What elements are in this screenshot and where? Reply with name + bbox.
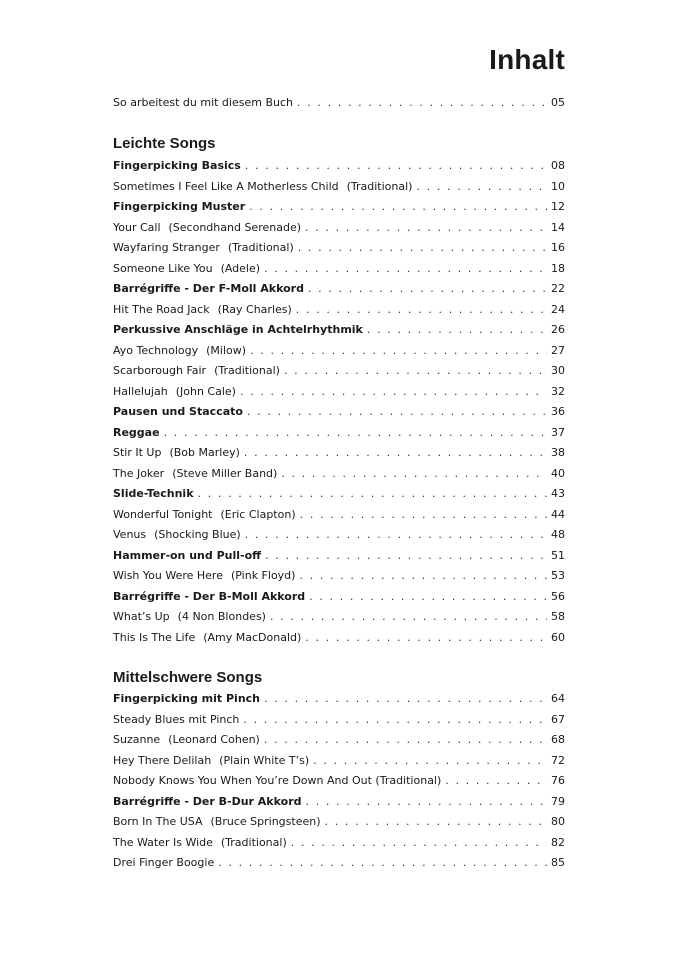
toc-entry-title [113,853,214,873]
toc-entry-artist: (Bruce Springsteen) [210,815,321,828]
toc-entry-page-number: 56 [551,589,565,603]
section-heading: Leichte Songs [113,135,216,152]
dot-leader [306,792,548,812]
toc-entry-title [113,443,240,463]
toc-entry-page-number: 72 [551,753,565,767]
toc-entry-title-text: Barrégriffe - Der F-Moll Akkord [113,282,304,295]
toc-entry-title-text: Nobody Knows You When You’re Down And Out (Traditional) [113,774,442,787]
toc-entry-title [113,259,260,279]
toc-entry [113,792,565,812]
toc-entry-title-text: Hammer-on und Pull-off [113,548,262,562]
toc-entry-page-number: 24 [551,302,565,316]
toc-entry-artist: (Traditional) [346,179,413,193]
toc-entry-artist: (Traditional) [220,835,287,849]
dot-leader [264,259,547,279]
toc-entry-page-number: 18 [551,261,565,275]
toc-entry-page-number: 32 [551,384,565,398]
dot-leader [313,751,547,771]
dot-leader [284,361,547,381]
toc-entry [113,93,565,113]
dot-leader [250,341,547,361]
toc-entry-title-text: This Is The Life [113,630,196,644]
toc-entry-artist: (Adele) [220,261,261,275]
toc-entry-artist: (Traditional) [227,241,294,254]
toc-entry-page-number: 14 [551,220,565,234]
toc-entry [113,812,565,832]
toc-entry-title [113,628,301,648]
toc-entry-page-number: 12 [551,200,565,213]
toc-entry [113,382,565,402]
toc-entry-title [113,710,239,730]
dot-leader [416,177,547,197]
toc-entry [113,730,565,750]
dot-leader [198,484,547,504]
toc-entry-page-number: 10 [551,179,565,193]
toc-entry-title-text: Pausen und Staccato [113,405,243,418]
toc-entry-title [113,238,294,258]
toc-entry-title [113,771,441,791]
toc-entry-title [113,177,412,197]
toc-entry-title-text: Steady Blues mit Pinch [113,712,240,726]
toc-entry [113,320,565,340]
toc-entry [113,751,565,771]
toc-entry-page-number: 27 [551,343,565,357]
toc-entry [113,771,565,791]
dot-leader [264,730,547,750]
dot-leader [245,525,547,545]
toc-entry [113,833,565,853]
toc-entry [113,628,565,648]
toc-entry-artist: (Pink Floyd) [230,569,296,582]
toc-entry [113,279,565,299]
toc-entry [113,156,565,176]
dot-leader [367,320,547,340]
dot-leader [249,197,547,217]
toc-entry-title-text: The Joker [113,466,165,480]
toc-entry-title [113,361,280,381]
toc-entry-page-number: 82 [551,835,565,849]
toc-entry-title-text: Wish You Were Here [113,569,223,582]
toc-entry-page-number: 08 [551,159,565,172]
toc-entry-title-text: What’s Up [113,610,170,623]
toc-entry [113,218,565,238]
dot-leader [245,156,547,176]
toc-entry-page-number: 60 [551,630,565,644]
toc-entry-title-text: Born In The USA [113,815,203,828]
toc-entry-page-number: 44 [551,507,565,521]
toc-entry [113,525,565,545]
toc-entry-artist: (Steve Miller Band) [172,466,278,480]
toc-entry-artist: (4 Non Blondes) [177,610,266,623]
toc-entry-artist: (Leonard Cohen) [168,733,260,746]
toc-entry-title-text: Fingerpicking mit Pinch [113,692,260,705]
dot-leader [247,402,547,422]
dot-leader [325,812,548,832]
toc-entry-title-text: Barrégriffe - Der B-Dur Akkord [113,794,302,808]
toc-entry-page-number: 64 [551,692,565,705]
toc-entry-artist: (Plain White T’s) [219,753,310,767]
toc-entry-title-text: Reggae [113,425,160,439]
toc-entry [113,259,565,279]
dot-leader [305,218,547,238]
toc-entry [113,505,565,525]
toc-entry-title-text: Slide-Technik [113,487,194,500]
toc-entry-title-text: Scarborough Fair [113,364,207,377]
toc-entry-title [113,587,305,607]
toc-entry-page-number: 68 [551,733,565,746]
dot-leader [296,300,547,320]
toc-entry-title [113,751,309,771]
toc-entry-title [113,730,260,750]
toc-entry-title-text: The Water Is Wide [113,835,213,849]
toc-entry-title-text: Wayfaring Stranger [113,241,220,254]
toc-entry [113,238,565,258]
toc-entry-page-number: 16 [551,241,565,254]
toc-entry-title-text: Fingerpicking Basics [113,159,241,172]
toc-entry-page-number: 38 [551,446,565,459]
toc-entry-title-text: Suzanne [113,733,161,746]
toc-entry [113,607,565,627]
toc-entry-title [113,197,245,217]
toc-entry-title-text: Perkussive Anschläge in Achtelrhythmik [113,323,363,336]
toc-entry [113,300,565,320]
toc-entry-title-text: Sometimes I Feel Like A Motherless Child [113,179,339,193]
toc-entry-title [113,382,236,402]
toc-entry-title-text: Hit The Road Jack [113,302,210,316]
toc-entry-title [113,833,287,853]
toc-entry [113,546,565,566]
toc-entry [113,587,565,607]
toc-entry-title [113,93,293,113]
toc-entry-title [113,423,160,443]
toc-entry-page-number: 85 [551,856,565,869]
toc-entry-artist: (Amy MacDonald) [203,630,302,644]
dot-leader [270,607,547,627]
toc-entry-page-number: 58 [551,610,565,623]
toc-entry-title [113,300,292,320]
toc-entry-title [113,546,261,566]
toc-entry-page-number: 40 [551,466,565,480]
section-heading: Mittelschwere Songs [113,669,263,686]
toc-entry-title [113,812,321,832]
toc-entry [113,566,565,586]
toc-entry-title-text: Ayo Technology [113,343,199,357]
toc-entry-artist: (Shocking Blue) [154,528,241,541]
toc-entry-title [113,320,363,340]
toc-entry-title [113,484,194,504]
dot-leader [218,853,547,873]
toc-entry-page-number: 79 [551,794,565,808]
toc-entry-artist: (Milow) [206,343,247,357]
toc-entry [113,361,565,381]
dot-leader [291,833,547,853]
toc-entry-page-number: 80 [551,815,565,828]
toc-entry-title [113,566,295,586]
toc-entry-artist: (Bob Marley) [169,446,240,459]
toc-entry-title-text: Fingerpicking Muster [113,200,246,213]
dot-leader [243,710,547,730]
toc-entry-page-number: 43 [551,487,565,500]
toc-entry-title [113,464,277,484]
page-title: Inhalt [489,44,565,75]
dot-leader [244,443,547,463]
toc-entry-page-number: 05 [551,96,565,109]
toc-entry-title-text: Hallelujah [113,384,168,398]
toc-entry-title-text: Stir It Up [113,446,162,459]
toc-entry-title-text: Barrégriffe - Der B-Moll Akkord [113,589,306,603]
toc-entry-title [113,402,243,422]
toc-entry-page-number: 53 [551,569,565,582]
toc-entry [113,484,565,504]
toc-entry-title [113,218,301,238]
toc-entry [113,197,565,217]
toc-entry-title-text: Drei Finger Boogie [113,856,215,869]
toc-entry-title-text: Someone Like You [113,261,213,275]
dot-leader [305,628,547,648]
toc-entry-title-text: Venus [113,528,147,541]
toc-entry-title-text: Hey There Delilah [113,753,212,767]
toc-entry-title [113,607,266,627]
dot-leader [299,566,547,586]
dot-leader [265,546,547,566]
dot-leader [445,771,547,791]
dot-leader [300,505,547,525]
toc-entry-page-number: 48 [551,528,565,541]
toc-entry [113,423,565,443]
toc-entry-page-number: 37 [551,425,565,439]
dot-leader [264,689,547,709]
toc-entry-artist: (Ray Charles) [217,302,292,316]
toc-entry-artist: (Secondhand Serenade) [168,220,302,234]
toc-entry-page-number: 26 [551,323,565,336]
toc-entry-artist: (Traditional) [214,364,280,377]
toc-entry-title [113,792,302,812]
dot-leader [164,423,547,443]
toc-entry-page-number: 51 [551,548,565,562]
toc-entry-title [113,279,304,299]
toc-entry-artist: (Eric Clapton) [220,507,296,521]
toc-entry-title [113,156,241,176]
toc-entry [113,443,565,463]
toc-entry [113,853,565,873]
toc-entry-page-number: 30 [551,364,565,377]
toc-entry-title-text: So arbeitest du mit diesem Buch [113,96,293,109]
toc-entry [113,341,565,361]
toc-entry-title-text: Wonderful Tonight [113,507,213,521]
toc-entry-page-number: 22 [551,282,565,295]
toc-entry [113,710,565,730]
dot-leader [281,464,547,484]
toc-entry-artist: (John Cale) [175,384,236,398]
dot-leader [240,382,547,402]
toc-entry-page-number: 36 [551,405,565,418]
dot-leader [298,238,547,258]
toc-entry [113,177,565,197]
toc-entry-title-text: Your Call [113,220,161,234]
toc-entry [113,689,565,709]
toc-entry [113,402,565,422]
dot-leader [297,93,547,113]
toc-entry-title [113,689,260,709]
toc-entry [113,464,565,484]
toc-entry-title [113,525,241,545]
toc-entry-page-number: 76 [551,774,565,787]
toc-entry-title [113,505,296,525]
dot-leader [309,587,547,607]
toc-entry-title [113,341,246,361]
dot-leader [308,279,547,299]
toc-entry-page-number: 67 [551,712,565,726]
